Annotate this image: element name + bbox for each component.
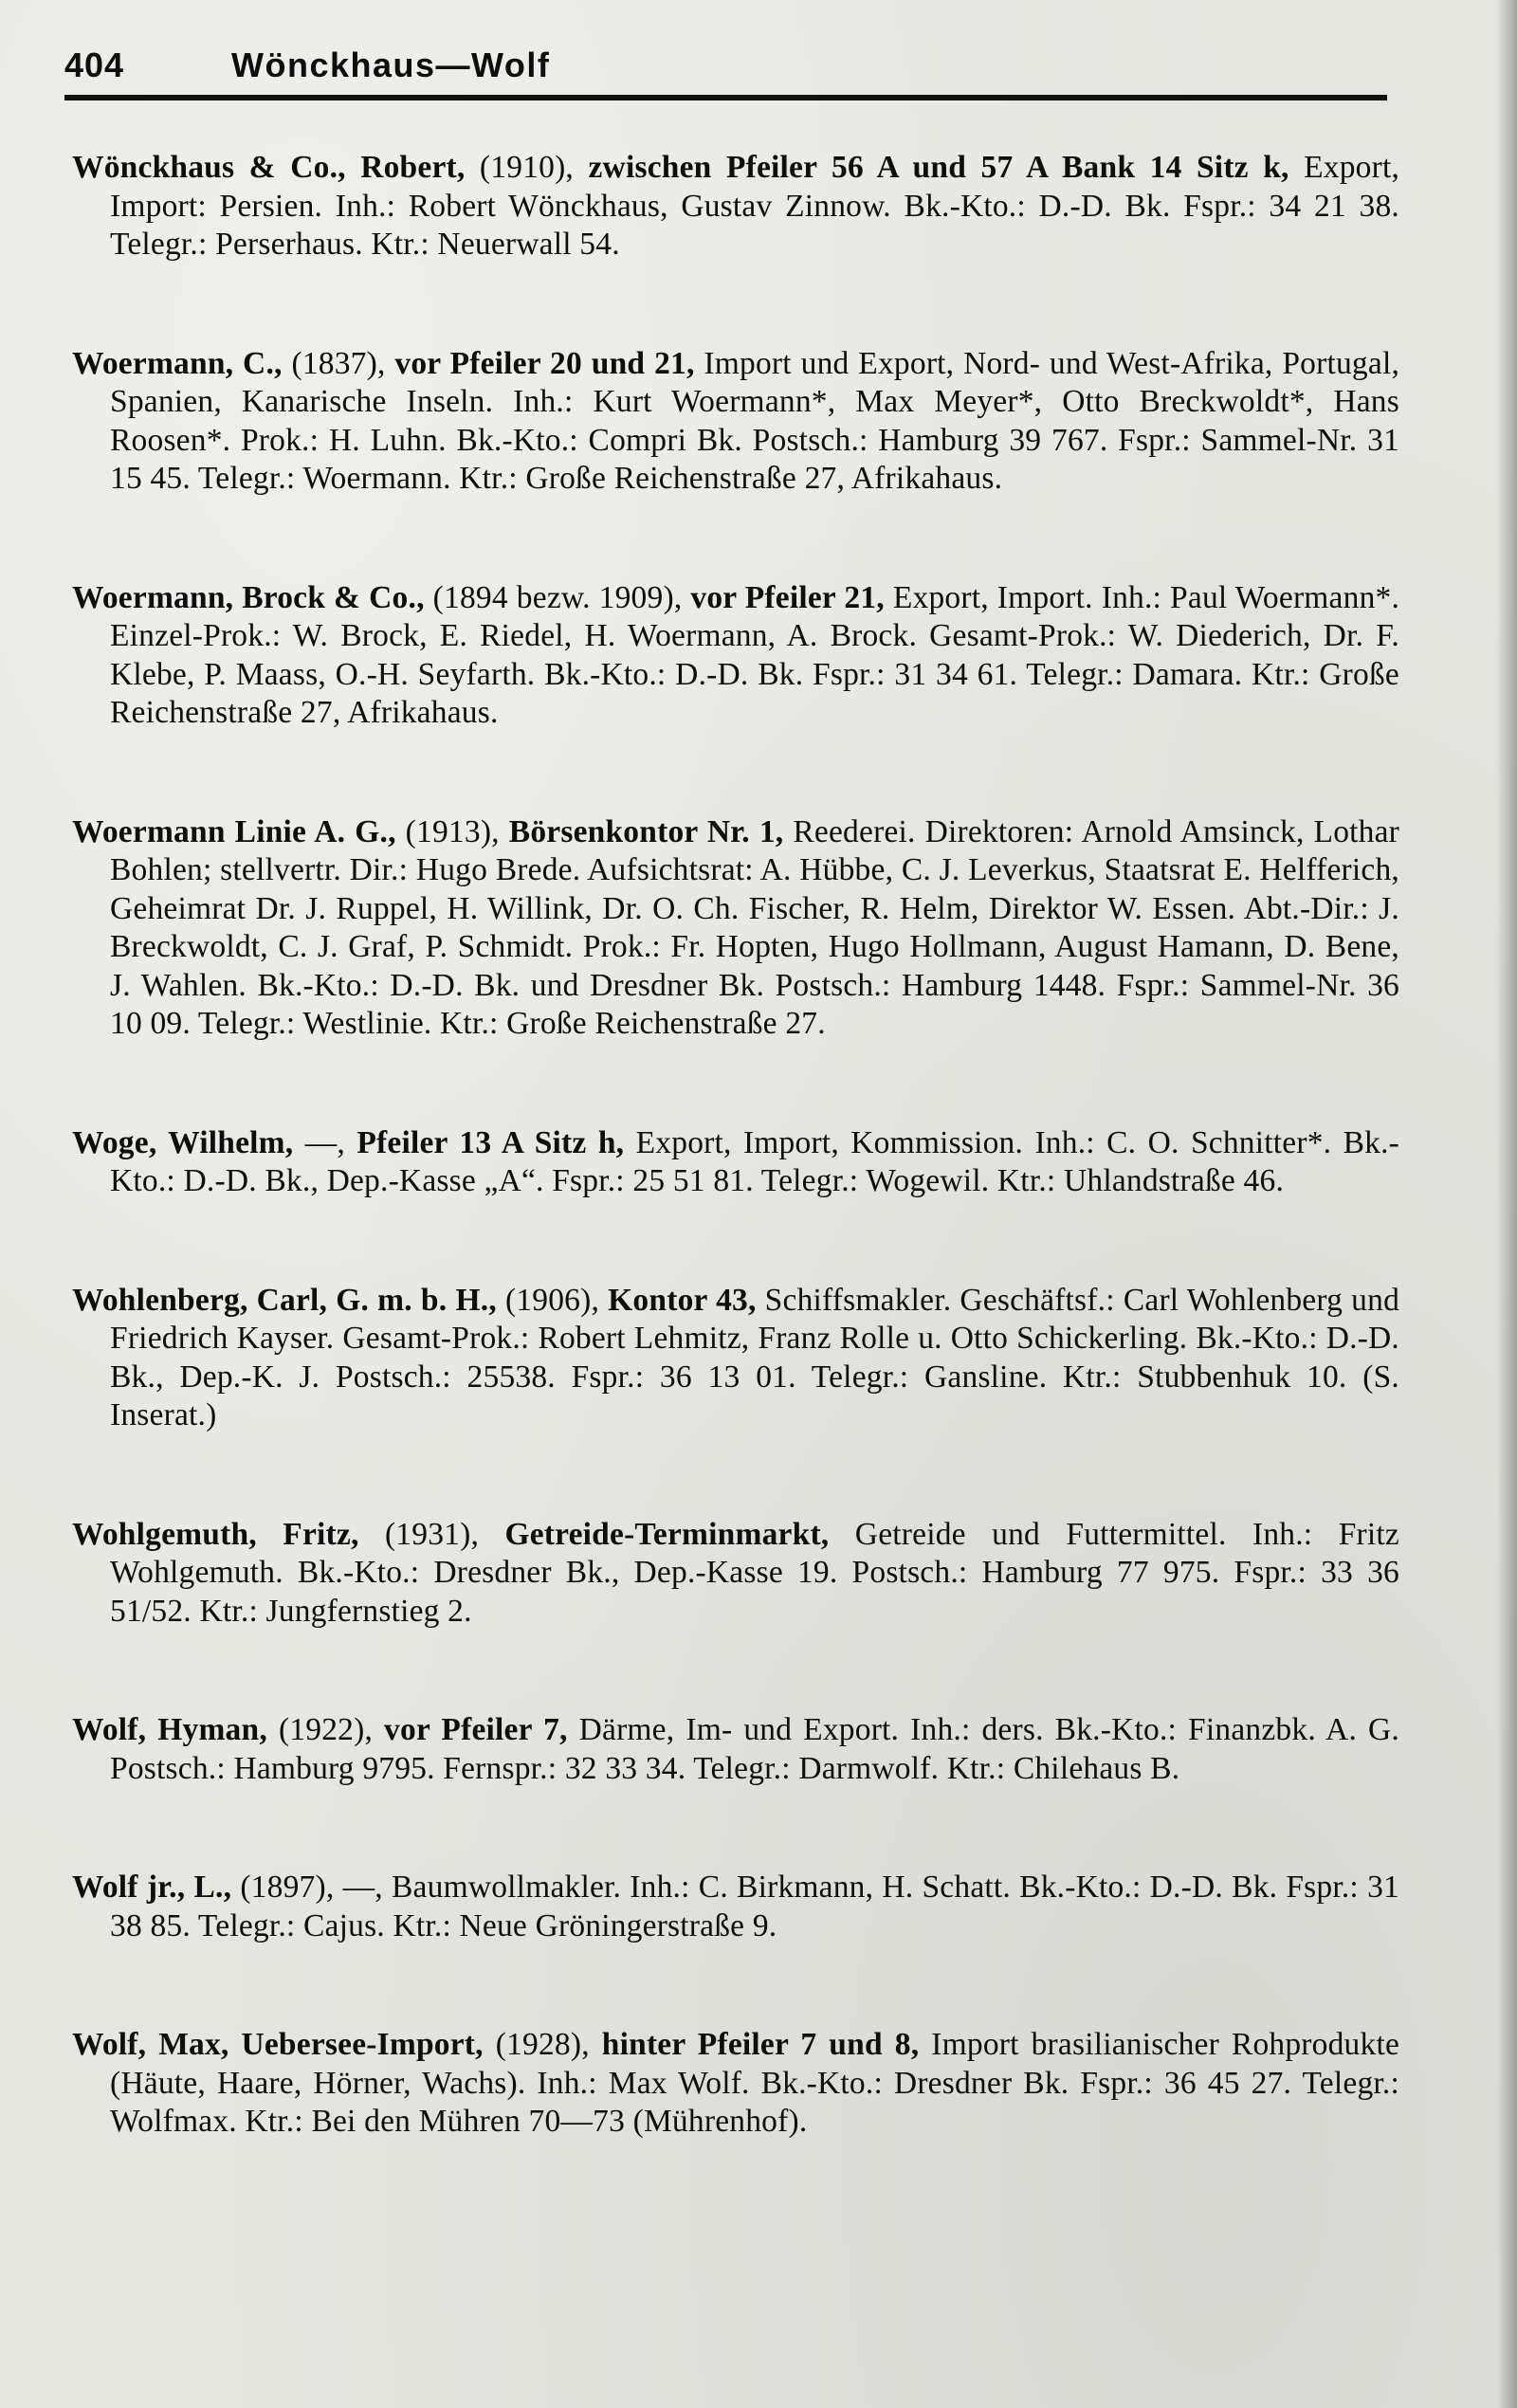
entry-details: Import brasilianischer Rohprodukte (Häute, Haare, Hörner, Wachs). Inh.: Max Wolf. Bk.-Kto.: Dresdner Bk. Fspr.: 36 45 27. Telegr.: Wolfmax. Ktr.: Bei den Mühren 70—73 (Mührenhof). [110, 2027, 1400, 2139]
entry-details: Export, Import. Inh.: Paul Woermann*. Einzel-Prok.: W. Brock, E. Riedel, H. Woermann, A. Brock. Gesamt-Prok.: W. Diederich, Dr. F. Klebe, P. Maass, O.-H. Seyfarth. Bk.-Kto.: D.-D. Bk. Fspr.: 31 34 61. Telegr.: Damara. Ktr.: Große Reichenstraße 27, Afrikahaus. [110, 579, 1400, 730]
entry-name: Woermann, C., [72, 345, 283, 381]
entry-details: Export, Import, Kommission. Inh.: C. O. Schnitter*. Bk.-Kto.: D.-D. Bk., Dep.-Kasse „A“. Fspr.: 25 51 81. Telegr.: Wogewil. Ktr.: Uhlandstraße 46. [110, 1124, 1400, 1198]
entry-name: Woermann Linie A. G., [72, 813, 396, 849]
entry-location: vor Pfeiler 7, [384, 1712, 568, 1747]
entry-year: (1837), [291, 345, 386, 381]
directory-entry [72, 813, 1399, 1044]
entry-location: vor Pfeiler 20 und 21, [394, 345, 695, 381]
entry-year: (1906), [504, 1282, 600, 1318]
entry-name: Wolf, Hyman, [72, 1712, 267, 1747]
entry-name: Wönckhaus & Co., Robert, [72, 150, 466, 185]
entry-location: Getreide-Terminmarkt, [504, 1516, 830, 1552]
entry-year: (1897), [240, 1870, 335, 1905]
entry-details: Reederei. Direktoren: Arnold Amsinck, Lothar Bohlen; stellvertr. Dir.: Hugo Brede. Aufsichtsrat: A. Hübbe, C. J. Leverkus, Staatsrat E. Helfferich, Geheimrat Dr. J. Ruppel, H. Willink, Dr. O. Ch. Fischer, R. Helm, Direktor W. Essen. Abt.-Dir.: J. Breckwoldt, C. J. Graf, P. Schmidt. Prok.: Fr. Hopten, Hugo Hollmann, August Hamann, D. Bene, J. Wahlen. Bk.-Kto.: D.-D. Bk. und Dresdner Bk. Postsch.: Hamburg 1448. Fspr.: Sammel-Nr. 36 10 09. Telegr.: Westlinie. Ktr.: Große Reichenstraße 27. [110, 813, 1400, 1041]
directory-entry [72, 579, 1399, 733]
entry-details: Import und Export, Nord- und West-Afrika, Portugal, Spanien, Kanarische Inseln. Inh.: Kurt Woermann*, Max Meyer*, Otto Breckwoldt*, Hans Roosen*. Prok.: H. Luhn. Bk.-Kto.: Compri Bk. Postsch.: Hamburg 39 767. Fspr.: Sammel-Nr. 31 15 45. Telegr.: Woermann. Ktr.: Große Reichenstraße 27, Afrikahaus. [110, 345, 1400, 496]
entry-year: (1922), [278, 1712, 374, 1747]
entry-year: —, [304, 1124, 346, 1160]
entry-name: Wolf, Max, Uebersee-Import, [72, 2027, 484, 2062]
header-rule [64, 95, 1387, 100]
directory-entry [72, 149, 1399, 265]
entry-year: (1931), [384, 1516, 480, 1552]
entry-year: (1913), [405, 813, 500, 849]
page-number: 404 [64, 46, 125, 84]
running-head: Wönckhaus—Wolf [231, 46, 551, 84]
entry-details: Getreide und Futtermittel. Inh.: Fritz Wohlgemuth. Bk.-Kto.: Dresdner Bk., Dep.-Kasse 19. Postsch.: Hamburg 77 975. Fspr.: 33 36 51/52. Ktr.: Jungfernstieg 2. [110, 1516, 1399, 1629]
entry-year: (1910), [479, 150, 575, 185]
entry-details: Därme, Im- und Export. Inh.: ders. Bk.-Kto.: Finanzbk. A. G. Postsch.: Hamburg 9795. Fernspr.: 32 33 34. Telegr.: Darmwolf. Ktr.: Chilehaus B. [110, 1712, 1400, 1786]
directory-entry [72, 1711, 1399, 1788]
directory-entry [72, 1124, 1399, 1201]
entry-location: Börsenkontor Nr. 1, [508, 813, 784, 849]
entry-name: Wolf jr., L., [72, 1870, 232, 1905]
entry-location: Pfeiler 13 A Sitz h, [356, 1124, 625, 1160]
directory-entry [72, 2026, 1399, 2142]
entry-location: Kontor 43, [608, 1282, 757, 1318]
entry-name: Wohlenberg, Carl, G. m. b. H., [72, 1282, 497, 1318]
entry-details: Schiffsmakler. Geschäftsf.: Carl Wohlenberg und Friedrich Kayser. Gesamt-Prok.: Robert Lehmitz, Franz Rolle u. Otto Schickerling. Bk.-Kto.: D.-D. Bk., Dep.-K. J. Postsch.: 25538. Fspr.: 36 13 01. Telegr.: Gansline. Ktr.: Stubbenhuk 10. (S. Inserat.) [110, 1282, 1400, 1432]
page-header [64, 46, 1387, 95]
page-edge-shadow [1496, 0, 1517, 2408]
directory-entry [72, 345, 1399, 499]
entry-details: —, Baumwollmakler. Inh.: C. Birkmann, H. Schatt. Bk.-Kto.: D.-D. Bk. Fspr.: 31 38 85. Telegr.: Cajus. Ktr.: Neue Gröningerstraße 9. [110, 1870, 1399, 1943]
entry-name: Woge, Wilhelm, [72, 1124, 294, 1160]
directory-entry [72, 1282, 1399, 1435]
entry-location: zwischen Pfeiler 56 A und 57 A Bank 14 Sitz k, [588, 150, 1289, 185]
entry-year: (1928), [495, 2027, 590, 2062]
directory-entry [72, 1869, 1399, 1945]
entry-location: hinter Pfeiler 7 und 8, [601, 2027, 920, 2062]
entry-details: Export, Import: Persien. Inh.: Robert Wönckhaus, Gustav Zinnow. Bk.-Kto.: D.-D. Bk. Fspr.: 34 21 38. Telegr.: Perserhaus. Ktr.: Neuerwall 54. [110, 150, 1400, 262]
directory-entries [72, 149, 1399, 2222]
entry-year: (1894 bezw. 1909), [432, 579, 683, 615]
entry-name: Wohlgemuth, Fritz, [72, 1516, 359, 1552]
entry-name: Woermann, Brock & Co., [72, 579, 425, 615]
entry-location: vor Pfeiler 21, [690, 579, 885, 615]
directory-entry [72, 1516, 1399, 1632]
